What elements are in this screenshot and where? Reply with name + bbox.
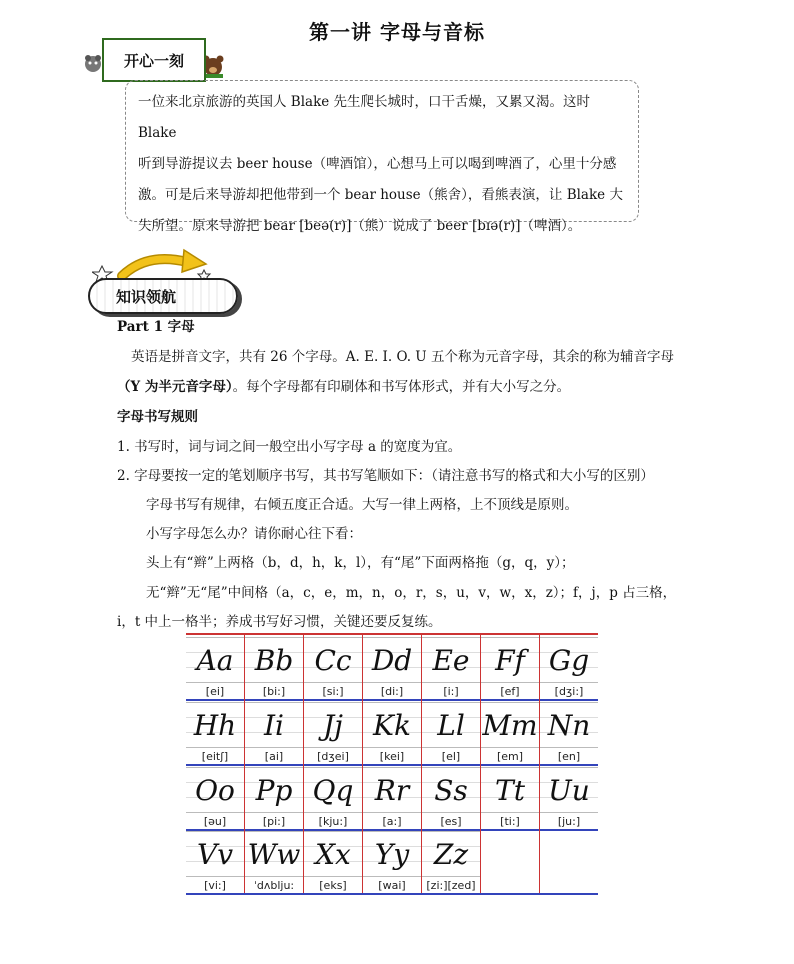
column-divider bbox=[303, 633, 304, 893]
letter-cell bbox=[186, 767, 244, 831]
letter-pair: Jj bbox=[304, 702, 362, 748]
rule-2-detail: i，t 中上一格半；养成书写好习惯，关键还要反复练。 bbox=[117, 614, 442, 630]
letter-cell bbox=[245, 831, 303, 895]
letter-pair: Nn bbox=[540, 702, 598, 748]
letter-pair: Kk bbox=[363, 702, 421, 748]
letter-cell bbox=[304, 702, 362, 766]
phonetic-label: [vi:] bbox=[204, 879, 226, 892]
column-divider bbox=[244, 633, 245, 893]
rule-2-detail: 无“辫”无“尾”中间格（a，c，e，m，n，o，r，s，u，v，w，x，z）；f，j，p 占三格， bbox=[146, 585, 677, 601]
letter-pair: Ii bbox=[245, 702, 303, 748]
letter-pair: Xx bbox=[304, 831, 362, 877]
letter-cell bbox=[186, 831, 244, 895]
letter-cell bbox=[540, 702, 598, 766]
intro-bold: （Y 为半元音字母） bbox=[117, 379, 233, 395]
letter-cell bbox=[481, 767, 539, 831]
letter-pair: Ww bbox=[245, 831, 303, 877]
phonetic-label: [es] bbox=[440, 815, 462, 828]
letter-pair: Tt bbox=[481, 767, 539, 813]
letter-cell bbox=[422, 702, 480, 766]
letter-pair: Yy bbox=[363, 831, 421, 877]
letter-cell bbox=[304, 831, 362, 895]
letter-cell bbox=[245, 702, 303, 766]
letter-pair: Gg bbox=[540, 637, 598, 683]
alphabet-grid bbox=[186, 633, 598, 895]
page-title: 第一讲 字母与音标 bbox=[309, 20, 485, 44]
letter-cell bbox=[304, 637, 362, 701]
intro-line: 英语是拼音文字，共有 26 个字母。A. E. I. O. U 五个称为元音字母，其余的称为辅音字母 bbox=[131, 349, 674, 365]
phonetic-label: [en] bbox=[557, 750, 581, 763]
phonetic-label: [əu] bbox=[203, 815, 227, 828]
phonetic-label: [ju:] bbox=[557, 815, 581, 828]
rule-2-detail: 头上有“辫”上两格（b，d，h，k，l），有“尾”下面两格拖（g，q，y）； bbox=[146, 555, 575, 571]
story-line: 一位来北京旅游的英国人 Blake 先生爬长城时，口干舌燥，又累又渴。这时 Blake bbox=[138, 94, 591, 141]
phonetic-label: [pi:] bbox=[262, 815, 286, 828]
letter-pair: Oo bbox=[186, 767, 244, 813]
letter-cell bbox=[540, 637, 598, 701]
letter-cell bbox=[363, 702, 421, 766]
phonetic-label: [ti:] bbox=[500, 815, 520, 828]
phonetic-label: [ef] bbox=[500, 685, 520, 698]
phonetic-label: [i:] bbox=[443, 685, 459, 698]
column-divider bbox=[539, 633, 540, 893]
letter-pair: Ff bbox=[481, 637, 539, 683]
letter-cell bbox=[363, 767, 421, 831]
phonetic-label: [kei] bbox=[379, 750, 405, 763]
letter-cell bbox=[422, 831, 480, 895]
letter-pair: Rr bbox=[363, 767, 421, 813]
column-divider bbox=[480, 633, 481, 893]
phonetic-label: [kju:] bbox=[318, 815, 348, 828]
phonetic-label: [di:] bbox=[380, 685, 404, 698]
letter-pair: Cc bbox=[304, 637, 362, 683]
letter-pair: Mm bbox=[481, 702, 539, 748]
knowledge-heading: 知识领航 bbox=[88, 278, 238, 314]
phonetic-label: [a:] bbox=[382, 815, 402, 828]
letter-cell bbox=[363, 831, 421, 895]
letter-pair: Bb bbox=[245, 637, 303, 683]
intro-rest: 。每个字母都有印刷体和书写体形式，并有大小写之分。 bbox=[232, 379, 571, 395]
happy-moment-heading: 开心一刻 bbox=[102, 38, 206, 82]
letter-pair: Qq bbox=[304, 767, 362, 813]
phonetic-label: [eitʃ] bbox=[201, 750, 229, 763]
phonetic-label: ˈdʌblju: bbox=[253, 879, 295, 892]
letter-cell bbox=[245, 637, 303, 701]
phonetic-label: [ai] bbox=[264, 750, 284, 763]
phonetic-label: [wai] bbox=[378, 879, 406, 892]
letter-pair: Hh bbox=[186, 702, 244, 748]
letter-cell bbox=[540, 767, 598, 831]
phonetic-label: [zi:][zed] bbox=[426, 879, 476, 892]
letter-cell bbox=[363, 637, 421, 701]
story-box bbox=[125, 80, 639, 234]
letter-pair: Ee bbox=[422, 637, 480, 683]
letter-pair: Uu bbox=[540, 767, 598, 813]
rule-2-detail: 小写字母怎么办？请你耐心往下看： bbox=[146, 526, 362, 542]
phonetic-label: [em] bbox=[496, 750, 524, 763]
letter-cell bbox=[304, 767, 362, 831]
letter-cell bbox=[481, 702, 539, 766]
phonetic-label: [si:] bbox=[322, 685, 344, 698]
part1-heading: Part 1 字母 bbox=[117, 319, 195, 335]
letter-pair: Zz bbox=[422, 831, 480, 877]
letter-cell bbox=[422, 767, 480, 831]
rule-1: 1. 书写时，词与词之间一般空出小写字母 a 的宽度为宜。 bbox=[117, 439, 462, 455]
story-line: 听到导游提议去 beer house（啤酒馆），心想马上可以喝到啤酒了，心里十分感 bbox=[138, 156, 617, 172]
letter-pair: Dd bbox=[363, 637, 421, 683]
phonetic-label: [dʒi:] bbox=[554, 685, 584, 698]
letter-pair: Aa bbox=[186, 637, 244, 683]
letter-pair: Pp bbox=[245, 767, 303, 813]
letter-pair: Vv bbox=[186, 831, 244, 877]
phonetic-label: [eks] bbox=[319, 879, 347, 892]
phonetic-label: [bi:] bbox=[262, 685, 286, 698]
letter-cell bbox=[481, 637, 539, 701]
letter-cell bbox=[186, 702, 244, 766]
letter-pair: Ss bbox=[422, 767, 480, 813]
rule-2-detail: 字母书写有规律，右倾五度正合适。大写一律上两格，上不顶线是原则。 bbox=[146, 497, 578, 513]
letter-cell bbox=[422, 637, 480, 701]
phonetic-label: [ei] bbox=[205, 685, 225, 698]
letter-cell bbox=[245, 767, 303, 831]
story-line: 激。可是后来导游却把他带到一个 bear house（熊舍），看熊表演，让 Blake 大 bbox=[138, 187, 623, 203]
rule-2: 2. 字母要按一定的笔划顺序书写，其书写笔顺如下：（请注意书写的格式和大小写的区别） bbox=[117, 468, 654, 484]
story-line: 失所望。原来导游把 bear [beə(r)]（熊）说成了 beer [bɪə(r)]（啤酒）。 bbox=[138, 218, 582, 234]
intro-line bbox=[117, 372, 570, 402]
letter-cell bbox=[186, 637, 244, 701]
column-divider bbox=[421, 633, 422, 893]
rules-heading: 字母书写规则 bbox=[117, 409, 198, 425]
phonetic-label: [el] bbox=[441, 750, 461, 763]
phonetic-label: [dʒei] bbox=[317, 750, 349, 763]
letter-pair: Ll bbox=[422, 702, 480, 748]
grid-line bbox=[186, 633, 598, 635]
column-divider bbox=[362, 633, 363, 893]
